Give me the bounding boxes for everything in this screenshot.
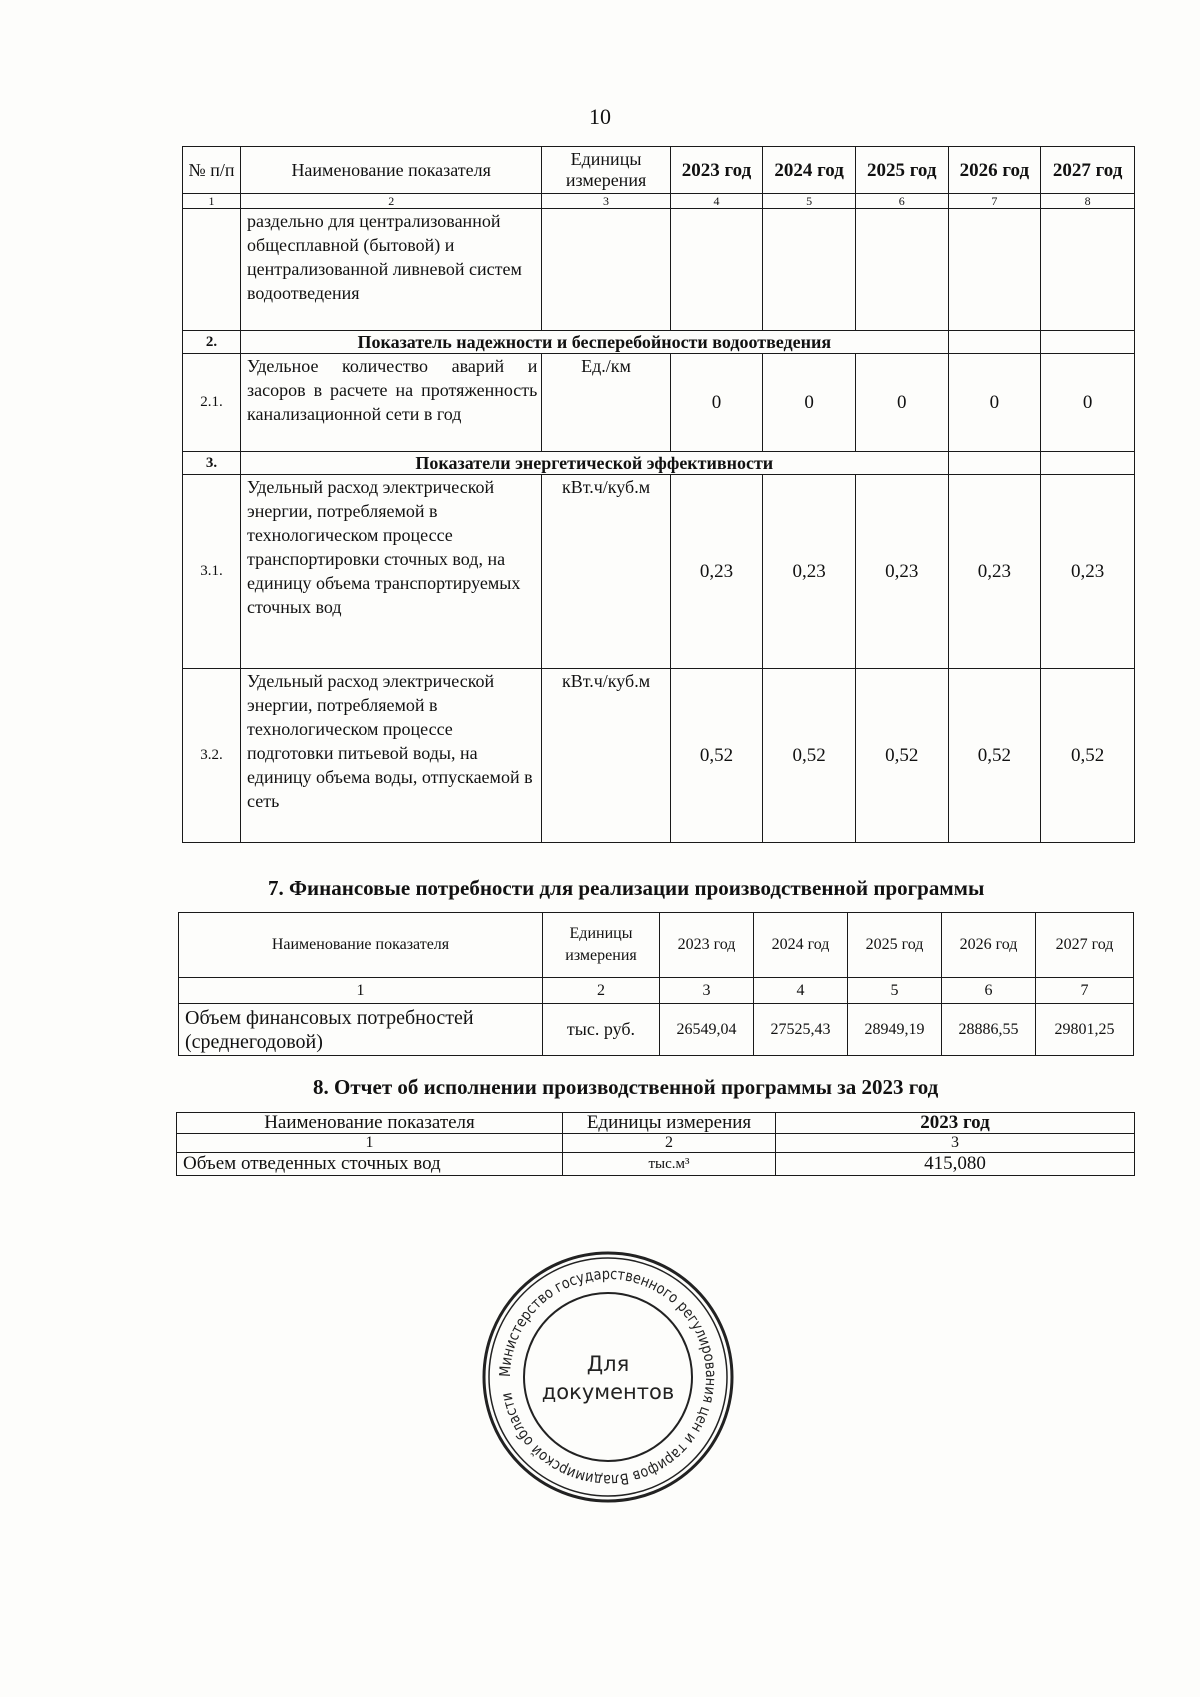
table-row bbox=[179, 1004, 1134, 1056]
value-cell: 0,52 bbox=[855, 669, 948, 843]
table-row bbox=[183, 209, 1135, 331]
header-name: Наименование показателя bbox=[177, 1113, 563, 1134]
table-header-row bbox=[183, 147, 1135, 194]
value-cell: 0,23 bbox=[948, 475, 1041, 669]
column-number: 2 bbox=[563, 1134, 776, 1153]
indicator-name: Удельный расход электрической энергии, потребляемой в технологическом процессе транспортировки сточных вод, на единицу объема транспортируемых сточных вод bbox=[241, 475, 542, 669]
row-number: 3.2. bbox=[183, 669, 241, 843]
column-number: 3 bbox=[776, 1134, 1135, 1153]
indicator-name: раздельно для централизованной общесплавной (бытовой) и централизованной ливневой систем водоотведения bbox=[241, 209, 542, 331]
section-row bbox=[183, 452, 1135, 475]
header-name: Наименование показателя bbox=[241, 147, 542, 194]
section-number: 2. bbox=[183, 331, 241, 354]
indicator-name: Объем отведенных сточных вод bbox=[177, 1153, 563, 1176]
value-cell: 0,52 bbox=[670, 669, 763, 843]
column-number: 6 bbox=[942, 978, 1036, 1004]
indicator-name: Удельное количество аварий и засоров в расчете на протяженность канализационной сети в год bbox=[241, 354, 542, 452]
column-number-row bbox=[183, 194, 1135, 209]
value-cell: 0,52 bbox=[1041, 669, 1135, 843]
indicator-name: Объем финансовых потребностей (среднегодовой) bbox=[179, 1004, 543, 1056]
column-number: 5 bbox=[848, 978, 942, 1004]
program-report-table bbox=[176, 1112, 1135, 1176]
column-number: 7 bbox=[1036, 978, 1134, 1004]
section-title: Показатель надежности и бесперебойности водоотведения bbox=[241, 331, 949, 354]
value-cell: 415,080 bbox=[776, 1153, 1135, 1176]
indicator-unit: Ед./км bbox=[542, 354, 670, 452]
header-name: Наименование показателя bbox=[179, 913, 543, 978]
table-row bbox=[183, 475, 1135, 669]
financial-needs-table bbox=[178, 912, 1134, 1056]
page-number: 10 bbox=[589, 104, 611, 129]
indicator-unit: кВт.ч/куб.м bbox=[542, 475, 670, 669]
table-header-row bbox=[179, 913, 1134, 978]
table-row bbox=[183, 354, 1135, 452]
value-cell: 0,23 bbox=[670, 475, 763, 669]
value-cell: 28886,55 bbox=[942, 1004, 1036, 1056]
value-cell: 0 bbox=[1041, 354, 1135, 452]
stamp-inner-ring bbox=[524, 1293, 692, 1461]
indicators-table bbox=[182, 146, 1135, 843]
value-cell: 0,52 bbox=[763, 669, 856, 843]
column-number: 1 bbox=[177, 1134, 563, 1153]
header-unit: Единицы измерения bbox=[542, 147, 670, 194]
section-number: 3. bbox=[183, 452, 241, 475]
indicator-name: Удельный расход электрической энергии, потребляемой в технологическом процессе подготовки питьевой воды, на единицу объема воды, отпускаемой в сеть bbox=[241, 669, 542, 843]
stamp-center-line1: Для bbox=[586, 1352, 630, 1376]
value-cell: 0 bbox=[948, 354, 1041, 452]
indicator-unit: тыс. руб. bbox=[543, 1004, 660, 1056]
column-number: 5 bbox=[763, 194, 856, 209]
header-year: 2026 год bbox=[948, 147, 1041, 194]
column-number: 1 bbox=[183, 194, 241, 209]
table-row bbox=[177, 1153, 1135, 1176]
header-year: 2025 год bbox=[848, 913, 942, 978]
column-number: 8 bbox=[1041, 194, 1135, 209]
value-cell: 0,23 bbox=[855, 475, 948, 669]
value-cell: 29801,25 bbox=[1036, 1004, 1134, 1056]
section-row bbox=[183, 331, 1135, 354]
value-cell: 0 bbox=[855, 354, 948, 452]
header-year: 2025 год bbox=[855, 147, 948, 194]
header-unit: Единицы измерения bbox=[543, 913, 660, 978]
column-number: 2 bbox=[543, 978, 660, 1004]
indicator-unit: тыс.м³ bbox=[563, 1153, 776, 1176]
column-number: 3 bbox=[542, 194, 670, 209]
header-year: 2023 год bbox=[660, 913, 754, 978]
value-cell: 0 bbox=[670, 354, 763, 452]
table-header-row bbox=[177, 1113, 1135, 1134]
value-cell: 0 bbox=[763, 354, 856, 452]
value-cell: 27525,43 bbox=[754, 1004, 848, 1056]
row-number: 2.1. bbox=[183, 354, 241, 452]
column-number: 2 bbox=[241, 194, 542, 209]
column-number-row bbox=[177, 1134, 1135, 1153]
column-number: 7 bbox=[948, 194, 1041, 209]
stamp-ring-text: Министерство государственного регулирования цен и тарифов Владимирской области bbox=[495, 1264, 721, 1490]
section-title: Показатели энергетической эффективности bbox=[241, 452, 949, 475]
indicator-unit: кВт.ч/куб.м bbox=[542, 669, 670, 843]
header-year: 2023 год bbox=[670, 147, 763, 194]
stamp-outer-ring bbox=[484, 1253, 732, 1501]
row-number: 3.1. bbox=[183, 475, 241, 669]
column-number: 3 bbox=[660, 978, 754, 1004]
value-cell: 0,23 bbox=[1041, 475, 1135, 669]
column-number: 4 bbox=[670, 194, 763, 209]
header-unit: Единицы измерения bbox=[563, 1113, 776, 1134]
value-cell: 26549,04 bbox=[660, 1004, 754, 1056]
column-number-row bbox=[179, 978, 1134, 1004]
section-7-heading: 7. Финансовые потребности для реализации производственной программы bbox=[268, 876, 985, 900]
header-year: 2026 год bbox=[942, 913, 1036, 978]
header-year: 2027 год bbox=[1036, 913, 1134, 978]
stamp-center-line2: документов bbox=[541, 1380, 675, 1404]
table-row bbox=[183, 669, 1135, 843]
header-year: 2027 год bbox=[1041, 147, 1135, 194]
header-year: 2024 год bbox=[754, 913, 848, 978]
value-cell: 0,52 bbox=[948, 669, 1041, 843]
official-stamp bbox=[480, 1249, 736, 1505]
column-number: 1 bbox=[179, 978, 543, 1004]
header-year: 2023 год bbox=[776, 1113, 1135, 1134]
header-no: № п/п bbox=[183, 147, 241, 194]
header-year: 2024 год bbox=[763, 147, 856, 194]
value-cell: 0,23 bbox=[763, 475, 856, 669]
column-number: 6 bbox=[855, 194, 948, 209]
value-cell: 28949,19 bbox=[848, 1004, 942, 1056]
column-number: 4 bbox=[754, 978, 848, 1004]
section-8-heading: 8. Отчет об исполнении производственной программы за 2023 год bbox=[313, 1075, 939, 1099]
